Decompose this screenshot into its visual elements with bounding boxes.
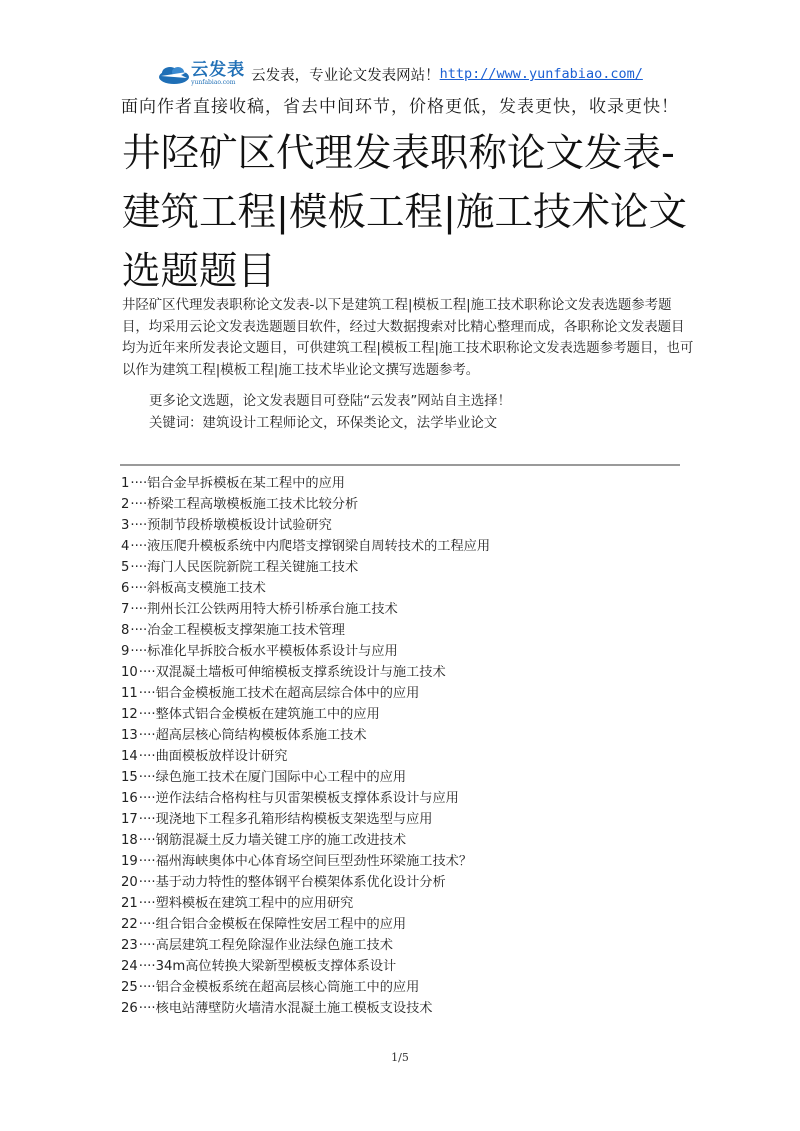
topic-number: 20 bbox=[121, 875, 138, 890]
topic-number: 7 bbox=[121, 602, 130, 617]
topic-item bbox=[121, 599, 691, 620]
topic-separator: ···· bbox=[138, 770, 156, 785]
topic-title: 绿色施工技术在厦门国际中心工程中的应用 bbox=[155, 770, 407, 785]
topic-title: 双混凝土墙板可伸缩模板支撑系统设计与施工技术 bbox=[155, 665, 446, 680]
topic-separator: ···· bbox=[130, 644, 148, 659]
topic-title: 组合铝合金模板在保障性安居工程中的应用 bbox=[155, 917, 407, 932]
topic-title: 整体式铝合金模板在建筑施工中的应用 bbox=[155, 707, 380, 722]
brand-line bbox=[0, 58, 800, 90]
topic-title: 超高层核心筒结构模板体系施工技术 bbox=[155, 728, 367, 743]
topic-title: 铝合金早拆模板在某工程中的应用 bbox=[147, 476, 345, 491]
topic-title: 高层建筑工程免除湿作业法绿色施工技术 bbox=[155, 938, 393, 953]
topic-number: 8 bbox=[121, 623, 130, 638]
topic-separator: ···· bbox=[138, 833, 156, 848]
topic-title: 桥梁工程高墩模板施工技术比较分析 bbox=[147, 497, 359, 512]
topic-separator: ···· bbox=[138, 959, 156, 974]
topic-number: 26 bbox=[121, 1001, 138, 1016]
brand-tagline: 云发表，专业论文发表网站！ bbox=[251, 67, 440, 84]
topic-number: 5 bbox=[121, 560, 130, 575]
topic-list bbox=[121, 473, 691, 1019]
topic-item bbox=[121, 746, 691, 767]
topic-item bbox=[121, 851, 691, 872]
topic-title: 海门人民医院新院工程关键施工技术 bbox=[147, 560, 359, 575]
topic-number: 13 bbox=[121, 728, 138, 743]
intro-paragraph: 井陉矿区代理发表职称论文发表-以下是建筑工程|模板工程|施工技术职称论文发表选题参考题目，均采用云论文发表选题题目软件，经过大数据搜索对比精心整理而成，各职称论文发表题目均为近年来所发表论文题目，可供建筑工程|模板工程|施工技术职称论文发表选题参考题目，也可以作为建筑工程|模板工程|施工技术毕业论文撰写选题参考。 bbox=[122, 298, 694, 378]
cloud-plane-icon bbox=[157, 63, 191, 85]
topic-separator: ···· bbox=[130, 518, 148, 533]
document-title: 井陉矿区代理发表职称论文发表-建筑工程|模板工程|施工技术论文选题题目 bbox=[122, 131, 687, 294]
topic-title: 冶金工程模板支撑架施工技术管理 bbox=[147, 623, 345, 638]
topic-separator: ···· bbox=[130, 581, 148, 596]
topic-number: 19 bbox=[121, 854, 138, 869]
topic-number: 14 bbox=[121, 749, 138, 764]
topic-number: 10 bbox=[121, 665, 138, 680]
topic-item bbox=[121, 473, 691, 494]
topic-separator: ···· bbox=[130, 476, 148, 491]
topic-item bbox=[121, 767, 691, 788]
topic-title: 预制节段桥墩模板设计试验研究 bbox=[147, 518, 332, 533]
topic-item bbox=[121, 956, 691, 977]
topic-title: 标准化早拆胶合板水平模板体系设计与应用 bbox=[147, 644, 398, 659]
topic-item bbox=[121, 872, 691, 893]
topic-separator: ···· bbox=[130, 623, 148, 638]
topic-number: 15 bbox=[121, 770, 138, 785]
topic-title: 基于动力特性的整体钢平台模架体系优化设计分析 bbox=[155, 875, 446, 890]
topic-separator: ···· bbox=[138, 749, 156, 764]
topic-title: 塑料模板在建筑工程中的应用研究 bbox=[155, 896, 354, 911]
topic-separator: ···· bbox=[138, 707, 156, 722]
topic-item bbox=[121, 725, 691, 746]
topic-item bbox=[121, 494, 691, 515]
slogan: 面向作者直接收稿，省去中间环节，价格更低，发表更快，收录更快！ bbox=[121, 97, 679, 117]
topic-item bbox=[121, 683, 691, 704]
topic-number: 11 bbox=[121, 686, 138, 701]
topic-item bbox=[121, 935, 691, 956]
topic-separator: ···· bbox=[138, 1001, 156, 1016]
topic-number: 2 bbox=[121, 497, 130, 512]
topic-number: 17 bbox=[121, 812, 138, 827]
topic-separator: ···· bbox=[130, 539, 148, 554]
topic-number: 1 bbox=[121, 476, 130, 491]
topic-number: 24 bbox=[121, 959, 138, 974]
topic-separator: ···· bbox=[138, 896, 156, 911]
topic-number: 9 bbox=[121, 644, 130, 659]
topic-item bbox=[121, 515, 691, 536]
section-divider bbox=[120, 464, 680, 466]
topic-separator: ···· bbox=[130, 602, 148, 617]
topic-number: 16 bbox=[121, 791, 138, 806]
topic-title: 铝合金模板施工技术在超高层综合体中的应用 bbox=[155, 686, 420, 701]
topic-item bbox=[121, 788, 691, 809]
topic-separator: ···· bbox=[138, 686, 156, 701]
topic-number: 22 bbox=[121, 917, 138, 932]
topic-separator: ···· bbox=[138, 791, 156, 806]
topic-item bbox=[121, 662, 691, 683]
page-header bbox=[0, 58, 800, 117]
topic-title: 铝合金模板系统在超高层核心筒施工中的应用 bbox=[155, 980, 420, 995]
topic-separator: ···· bbox=[130, 560, 148, 575]
topic-separator: ···· bbox=[138, 812, 156, 827]
topic-number: 18 bbox=[121, 833, 138, 848]
topic-item bbox=[121, 977, 691, 998]
topic-title: 核电站薄壁防火墙清水混凝土施工模板支设技术 bbox=[155, 1001, 433, 1016]
topic-title: 钢筋混凝土反力墙关键工序的施工改进技术 bbox=[155, 833, 407, 848]
topic-item bbox=[121, 578, 691, 599]
site-url-link[interactable]: http://www.yunfabiao.com/ bbox=[439, 66, 643, 82]
topic-separator: ···· bbox=[138, 854, 156, 869]
topic-separator: ···· bbox=[138, 728, 156, 743]
topic-number: 12 bbox=[121, 707, 138, 722]
topic-number: 21 bbox=[121, 896, 138, 911]
topic-title: 现浇地下工程多孔箱形结构模板支架选型与应用 bbox=[155, 812, 433, 827]
topic-item bbox=[121, 557, 691, 578]
topic-number: 25 bbox=[121, 980, 138, 995]
topic-separator: ···· bbox=[130, 497, 148, 512]
topic-item bbox=[121, 620, 691, 641]
topic-title: 荆州长江公铁两用特大桥引桥承台施工技术 bbox=[147, 602, 398, 617]
topic-item bbox=[121, 830, 691, 851]
topic-item bbox=[121, 914, 691, 935]
topic-number: 6 bbox=[121, 581, 130, 596]
topic-title: 曲面模板放样设计研究 bbox=[155, 749, 288, 764]
topic-number: 23 bbox=[121, 938, 138, 953]
logo-wordmark: 云发表 bbox=[191, 60, 246, 80]
topic-number: 3 bbox=[121, 518, 130, 533]
topic-item bbox=[121, 641, 691, 662]
page-number: 1/5 bbox=[391, 1051, 409, 1064]
topic-title: 34m高位转换大梁新型模板支撑体系设计 bbox=[155, 959, 397, 974]
logo-domain: yunfabiao.com bbox=[191, 79, 236, 86]
topic-title: 液压爬升模板系统中内爬塔支撑钢梁自周转技术的工程应用 bbox=[147, 539, 491, 554]
topic-item bbox=[121, 809, 691, 830]
keywords-line: 关键词：建筑设计工程师论文，环保类论文，法学毕业论文 bbox=[149, 416, 498, 431]
topic-item bbox=[121, 893, 691, 914]
more-topics-note: 更多论文选题，论文发表题目可登陆“云发表”网站自主选择！ bbox=[149, 394, 512, 409]
topic-separator: ···· bbox=[138, 665, 156, 680]
topic-separator: ···· bbox=[138, 938, 156, 953]
topic-number: 4 bbox=[121, 539, 130, 554]
topic-item bbox=[121, 704, 691, 725]
site-logo[interactable] bbox=[157, 62, 245, 86]
topic-separator: ···· bbox=[138, 875, 156, 890]
topic-item bbox=[121, 998, 691, 1019]
topic-title: 斜板高支模施工技术 bbox=[147, 581, 266, 596]
topic-title: 福州海峡奥体中心体育场空间巨型劲性环梁施工技术？ bbox=[155, 854, 473, 869]
topic-separator: ···· bbox=[138, 917, 156, 932]
topic-separator: ···· bbox=[138, 980, 156, 995]
topic-title: 逆作法结合格构柱与贝雷架模板支撑体系设计与应用 bbox=[155, 791, 459, 806]
topic-item bbox=[121, 536, 691, 557]
